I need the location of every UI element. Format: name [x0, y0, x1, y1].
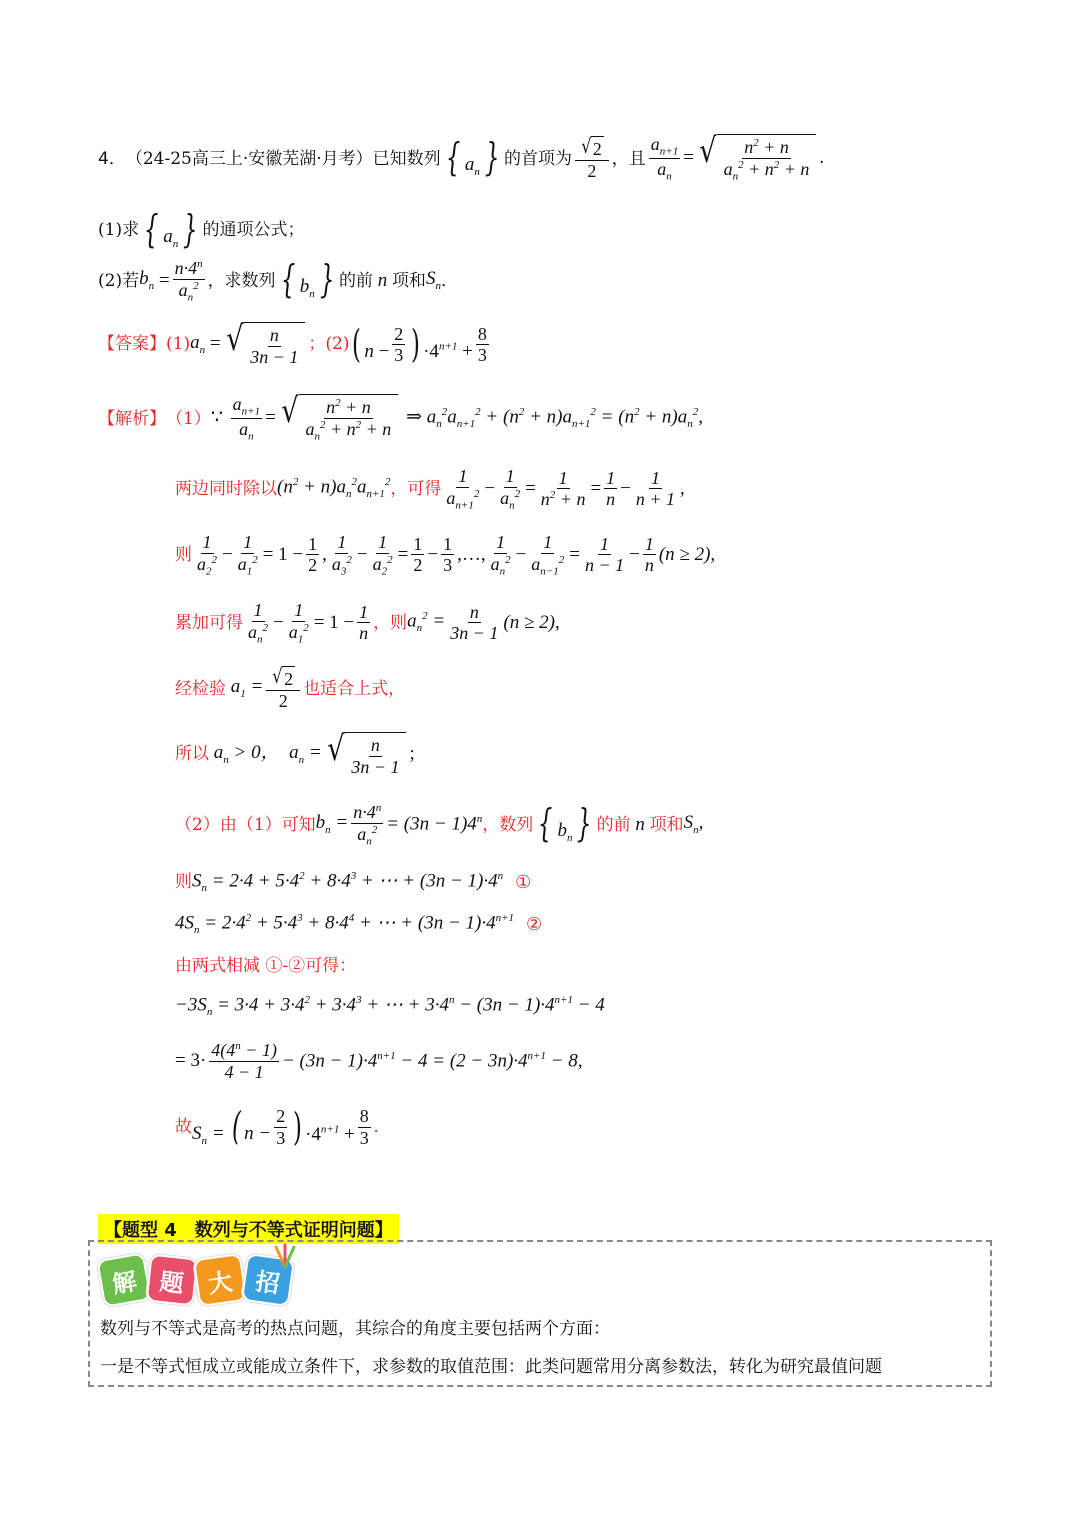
sol-check-2: 也适合上式， [303, 678, 406, 699]
solution-line-5: 经检验 $a_1$ = √ 2 2 也适合上式， [175, 664, 406, 711]
stem-text-3: ，且 [611, 148, 646, 169]
solution-label: 【解析】 [98, 408, 166, 429]
solution-line-3: 则 $\frac{1}{a_2^2}$ − $\frac{1}{a_1^2}$ = 1 − $\frac{1}{2}$ , $\frac{1}{a_3^2}$ − $\frac{1}{a_2^2}$ = $\frac{1}{2}$ − $\frac{1}{3}$ ,…, $\frac{1}{a_n^2}$ − $\frac{1}{a_{n-1}^2}$ = $\frac{1}{n - 1}$ − $\frac{1}{n}$ (n ≥ 2), [175, 532, 716, 578]
part-1: (1)求 { $a_n$ } 的通项公式； [98, 207, 305, 251]
solution-line-7: （2）由（1）可知 $b_n$ = $\frac{n\cdot 4^n}{a_n^2}$ = $(3n - 1)4^n$ ，数列 { $b_n$ } 的前 n 项和 $S_n$, [175, 801, 704, 848]
solution-line-4: 累加可得 $\frac{1}{a_n^2}$ − $\frac{1}{a_1^2}$ = 1 − $\frac{1}{n}$ ，则 $a_n^2$ = $\frac{n}{3n - 1}$ (n ≥ 2), [175, 600, 560, 646]
tips-badge [100, 1256, 292, 1304]
solution-line-13: 故 $S_n$ = ( n − $\frac{2}{3}$ ) $\cdot 4^{n+1}$ + $\frac{8}{3}$ . [175, 1103, 379, 1149]
sol-p2-2: ，数列 [482, 814, 534, 835]
sparkle-icon [272, 1243, 298, 1269]
part1-text: 的通项公式； [202, 220, 305, 241]
solution-line-11: $-3S_n = 3\cdot 4 + 3\cdot 4^2 + 3\cdot 4^3$ + ⋯ + $3\cdot 4^n - (3n - 1)\cdot 4^{n+1} - 4$ [175, 994, 605, 1019]
sol-p2-3: 的前 [596, 814, 631, 835]
sol-p2-4: 项和 [649, 814, 684, 835]
circle-1: ① [515, 871, 532, 893]
math-root-expr: √ $\frac{n^2 + n}{a_n^2 + n^2 + n}$ [697, 134, 816, 183]
answer-label: 【答案】 [98, 334, 166, 355]
answer-p2: (2) [325, 334, 350, 355]
answer-sep: ； [308, 334, 326, 355]
tips-line-1: 数列与不等式是高考的热点问题，其综合的角度主要包括两个方面： [100, 1319, 610, 1339]
answer-line: 【答案】 (1) $a_n$ = √ $\frac{n}{3n - 1}$ ； (2) ( n − $\frac{2}{3}$ ) $\cdot 4^{n+1}$ + $\frac{8}{3}$ [98, 319, 487, 367]
problem-number: 4． [98, 148, 126, 169]
sol-subtract: 由两式相减 ①-②可得： [175, 956, 357, 976]
math-first-term: √ 2 2 [575, 136, 609, 181]
part2-text-2: 的前 [338, 270, 373, 291]
solution-p1: （1） [166, 408, 211, 429]
solution-line-8: 则 $S_n = 2\cdot 4 + 5\cdot 4^2 + 8\cdot 4^3$ + ⋯ + $(3n - 1)\cdot 4^n$ ① [175, 870, 532, 895]
answer-p1: (1) [166, 334, 191, 355]
problem-source: （24-25高三上·安徽芜湖·月考） [125, 148, 373, 169]
section-title: 【题型 4 数列与不等式证明问题】 [98, 1214, 399, 1244]
part2-label: (2)若 [98, 270, 140, 291]
tips-line-2: 一是不等式恒成立或能成立条件下，求参数的取值范围：此类问题常用分离参数法，转化为研究最值问题 [100, 1357, 882, 1377]
badge-char-4: 招 [241, 1253, 295, 1307]
part2-text-3: 项和 [391, 270, 426, 291]
solution-line-9: $4S_n = 2\cdot 4^2 + 5\cdot 4^3 + 8\cdot 4^4$ + ⋯ + $(3n - 1)\cdot 4^{n+1}$ ② [175, 912, 543, 937]
period: ． [440, 270, 458, 291]
sol-check: 经检验 [175, 678, 226, 699]
part-2: (2)若 $b_n$ = $\frac{n\cdot 4^n}{a_n^2}$ ，求数列 { $b_n$ } 的前 n 项和 $S_n$ ． [98, 257, 458, 304]
sol-conclude: 故 [175, 1116, 192, 1137]
math-ratio: $\frac{a_{n+1}}{a_n}$ [650, 134, 679, 183]
problem-stem: 4． （24-25高三上·安徽芜湖·月考） 已知数列 { $a_n$ } 的首项为 √ 2 2 ，且 $\frac{a_{n+1}}{a_n}$ = √ $\frac{n^2 + n}{a_n^2 + n^2 + n}$ . [98, 131, 825, 183]
stem-text-2: 的首项为 [504, 148, 573, 169]
badge-char-1: 解 [96, 1252, 152, 1308]
sol-p2: （2）由（1）可知 [175, 814, 316, 835]
sol-so: 所以 [175, 744, 209, 765]
badge-char-3: 大 [193, 1253, 247, 1307]
badge-char-2: 题 [146, 1254, 199, 1307]
part2-text: ，求数列 [207, 270, 276, 291]
solution-line-6: 所以 $a_n > 0$， $a_n$ = √ $\frac{n}{3n - 1}$ ; [175, 729, 415, 777]
solution-line-2: 两边同时除以 $(n^2 + n)a_n^2a_{n+1}^2$ ，可得 $\frac{1}{a_{n+1}^2}$ − $\frac{1}{a_n^2}$ = $\frac{1}{n^2 + n}$ = $\frac{1}{n}$ − $\frac{1}{n + 1}$ , [175, 466, 685, 512]
part1-label: (1)求 [98, 220, 140, 241]
sol-then-2: ，则 [373, 612, 408, 633]
sol-text-2: ，可得 [390, 478, 442, 499]
solution-line-12: = 3· $\frac{4(4^n - 1)}{4 - 1}$ − $(3n - 1)\cdot 4^{n+1} - 4 = (2 - 3n)\cdot 4^{n+1} - 8$, [175, 1040, 583, 1082]
solution-line-10 [175, 956, 356, 976]
circle-2: ② [526, 913, 543, 935]
math-seq-an: { $a_n$ } [445, 135, 500, 180]
solution-line-1: 【解析】 （1） ∵ $\frac{a_{n+1}}{a_n}$ = √ $\frac{n^2 + n}{a_n^2 + n^2 + n}$ ⇒ $a_n^2a_{n+1}^2 + (n^2 + n)a_{n+1}^2 = (n^2 + n)a_n^2$, [98, 391, 703, 443]
sol-then: 则 [175, 544, 192, 565]
sol-s1: 则 [175, 872, 192, 893]
sol-sum: 累加可得 [175, 612, 243, 633]
stem-text: 已知数列 [372, 148, 441, 169]
sol-text: 两边同时除以 [175, 478, 277, 499]
